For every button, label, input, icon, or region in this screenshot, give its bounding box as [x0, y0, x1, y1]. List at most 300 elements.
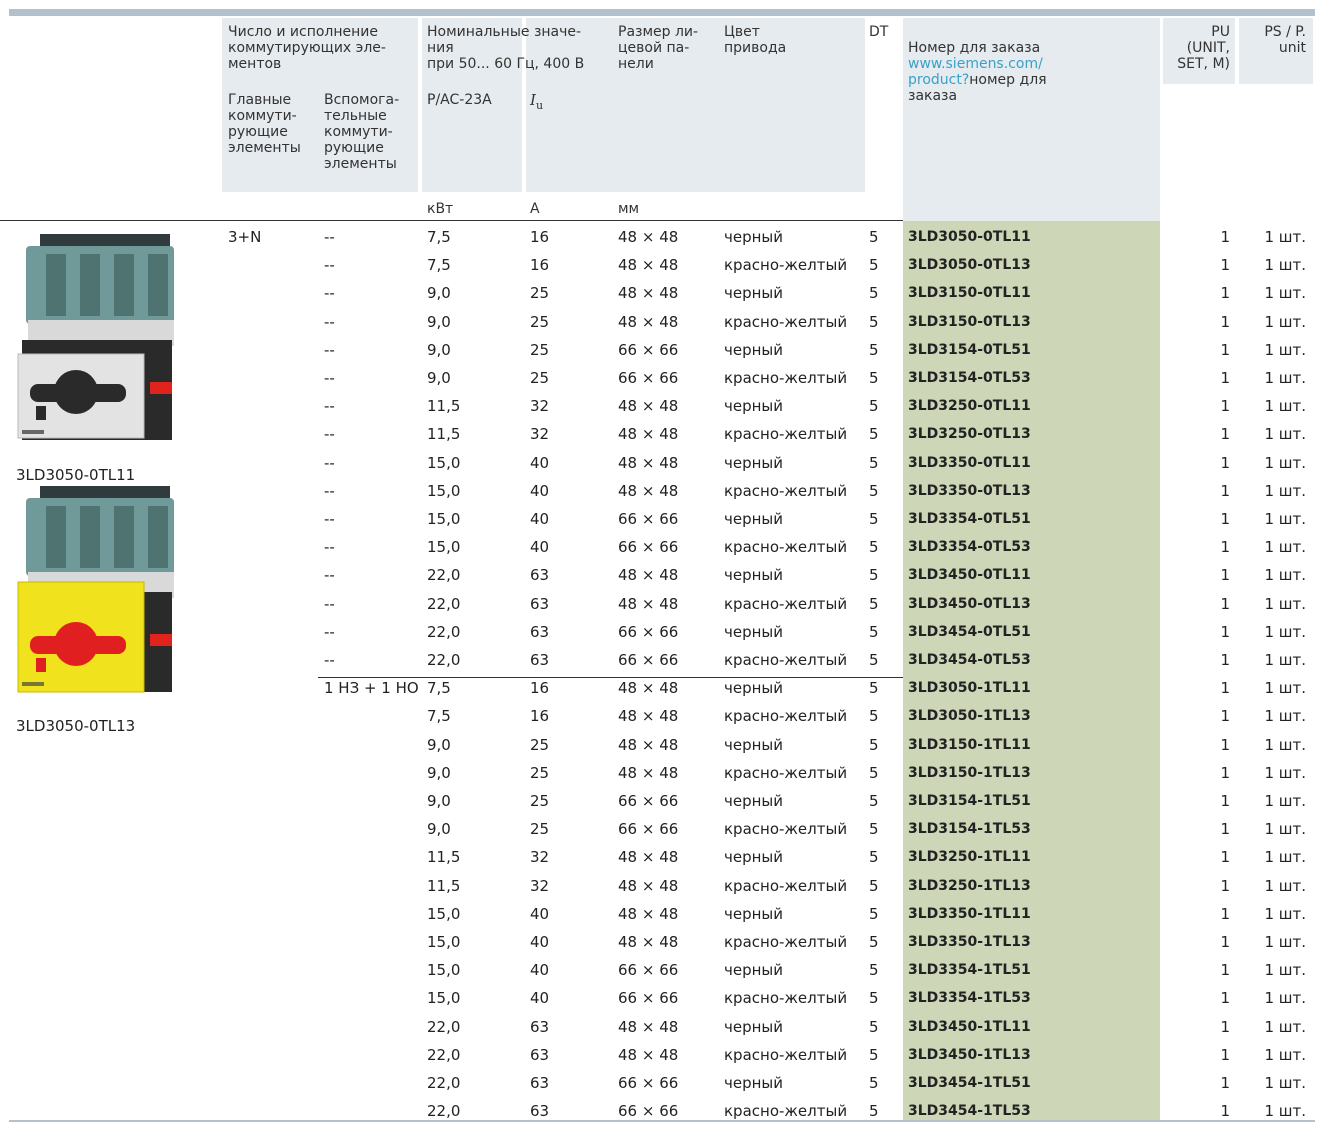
- ps-cell: 1 шт.: [1264, 313, 1306, 331]
- dt-cell: 5: [869, 425, 879, 443]
- panel-size-cell: 66 × 66: [618, 623, 679, 641]
- power-cell: 22,0: [427, 651, 461, 669]
- power-cell: 15,0: [427, 933, 461, 951]
- current-cell: 63: [530, 566, 550, 584]
- dt-cell: 5: [869, 482, 879, 500]
- pu-cell: 1: [1220, 989, 1230, 1007]
- current-cell: 63: [530, 623, 550, 641]
- panel-size-cell: 66 × 66: [618, 510, 679, 528]
- current-cell: 16: [530, 707, 550, 725]
- order-code-cell: 3LD3350-1TL13: [908, 934, 1031, 950]
- header-order-title: Номер для заказа: [908, 40, 1041, 56]
- product-image-black: [16, 232, 178, 442]
- panel-size-cell: 66 × 66: [618, 792, 679, 810]
- dt-cell: 5: [869, 538, 879, 556]
- dt-cell: 5: [869, 764, 879, 782]
- header-order-number: [908, 24, 1158, 104]
- power-cell: 11,5: [427, 397, 461, 415]
- dt-cell: 5: [869, 369, 879, 387]
- power-cell: 9,0: [427, 764, 451, 782]
- drive-color-cell: красно-желтый: [724, 482, 848, 500]
- product-label-1: 3LD3050-0TL11: [16, 466, 136, 484]
- ps-cell: 1 шт.: [1264, 341, 1306, 359]
- panel-size-cell: 48 × 48: [618, 1018, 679, 1036]
- ps-cell: 1 шт.: [1264, 877, 1306, 895]
- power-cell: 22,0: [427, 566, 461, 584]
- group-separator: [318, 677, 903, 678]
- ps-cell: 1 шт.: [1264, 397, 1306, 415]
- dt-cell: 5: [869, 256, 879, 274]
- pu-cell: 1: [1220, 877, 1230, 895]
- header-panel-size: Размер ли- цевой па- нели: [618, 24, 699, 72]
- order-code-cell: 3LD3250-0TL13: [908, 426, 1031, 442]
- panel-size-cell: 48 × 48: [618, 454, 679, 472]
- power-cell: 11,5: [427, 877, 461, 895]
- panel-size-cell: 66 × 66: [618, 1102, 679, 1120]
- order-code-cell: 3LD3250-1TL11: [908, 849, 1031, 865]
- pu-cell: 1: [1220, 933, 1230, 951]
- current-cell: 25: [530, 369, 550, 387]
- current-cell: 32: [530, 848, 550, 866]
- dt-cell: 5: [869, 313, 879, 331]
- ps-cell: 1 шт.: [1264, 1102, 1306, 1120]
- power-cell: 9,0: [427, 341, 451, 359]
- power-cell: 15,0: [427, 482, 461, 500]
- dt-cell: 5: [869, 736, 879, 754]
- order-code-cell: 3LD3454-0TL51: [908, 624, 1031, 640]
- panel-size-cell: 66 × 66: [618, 989, 679, 1007]
- drive-color-cell: черный: [724, 736, 784, 754]
- ps-cell: 1 шт.: [1264, 566, 1306, 584]
- panel-size-cell: 48 × 48: [618, 905, 679, 923]
- ps-cell: 1 шт.: [1264, 623, 1306, 641]
- aux-elements-cell: --: [324, 425, 335, 443]
- ps-cell: 1 шт.: [1264, 792, 1306, 810]
- order-code-cell: 3LD3354-1TL53: [908, 990, 1031, 1006]
- dt-cell: 5: [869, 820, 879, 838]
- panel-size-cell: 48 × 48: [618, 877, 679, 895]
- dt-cell: 5: [869, 1018, 879, 1036]
- pu-cell: 1: [1220, 764, 1230, 782]
- dt-cell: 5: [869, 454, 879, 472]
- drive-color-cell: черный: [724, 792, 784, 810]
- panel-size-cell: 48 × 48: [618, 1046, 679, 1064]
- dt-cell: 5: [869, 933, 879, 951]
- power-cell: 22,0: [427, 1018, 461, 1036]
- power-cell: 7,5: [427, 228, 451, 246]
- unit-current: A: [530, 201, 540, 217]
- power-cell: 15,0: [427, 989, 461, 1007]
- dt-cell: 5: [869, 848, 879, 866]
- pu-cell: 1: [1220, 1018, 1230, 1036]
- dt-cell: 5: [869, 566, 879, 584]
- pu-cell: 1: [1220, 961, 1230, 979]
- ps-cell: 1 шт.: [1264, 228, 1306, 246]
- panel-size-cell: 48 × 48: [618, 764, 679, 782]
- ps-cell: 1 шт.: [1264, 736, 1306, 754]
- pu-cell: 1: [1220, 538, 1230, 556]
- drive-color-cell: красно-желтый: [724, 538, 848, 556]
- drive-color-cell: красно-желтый: [724, 877, 848, 895]
- drive-color-cell: черный: [724, 341, 784, 359]
- ps-cell: 1 шт.: [1264, 933, 1306, 951]
- panel-size-cell: 48 × 48: [618, 397, 679, 415]
- top-rule: [9, 9, 1315, 16]
- pu-cell: 1: [1220, 1102, 1230, 1120]
- ps-cell: 1 шт.: [1264, 1046, 1306, 1064]
- panel-size-cell: 66 × 66: [618, 961, 679, 979]
- current-cell: 63: [530, 1018, 550, 1036]
- current-cell: 63: [530, 1102, 550, 1120]
- ps-cell: 1 шт.: [1264, 1074, 1306, 1092]
- header-aux-elements: Вспомога- тельные коммути- рующие элементы: [324, 92, 400, 172]
- drive-color-cell: красно-желтый: [724, 820, 848, 838]
- power-cell: 22,0: [427, 1102, 461, 1120]
- dt-cell: 5: [869, 510, 879, 528]
- order-code-cell: 3LD3154-0TL51: [908, 342, 1031, 358]
- power-cell: 9,0: [427, 736, 451, 754]
- drive-color-cell: черный: [724, 566, 784, 584]
- drive-color-cell: черный: [724, 1018, 784, 1036]
- current-cell: 63: [530, 1046, 550, 1064]
- power-cell: 9,0: [427, 369, 451, 387]
- order-code-cell: 3LD3350-0TL13: [908, 483, 1031, 499]
- power-cell: 9,0: [427, 820, 451, 838]
- drive-color-cell: черный: [724, 397, 784, 415]
- current-cell: 40: [530, 482, 550, 500]
- aux-elements-cell: --: [324, 284, 335, 302]
- dt-cell: 5: [869, 341, 879, 359]
- current-cell: 16: [530, 679, 550, 697]
- panel-size-cell: 66 × 66: [618, 538, 679, 556]
- ps-cell: 1 шт.: [1264, 961, 1306, 979]
- dt-cell: 5: [869, 989, 879, 1007]
- power-cell: 11,5: [427, 425, 461, 443]
- header-separator: [0, 220, 903, 221]
- power-cell: 15,0: [427, 454, 461, 472]
- aux-elements-cell: --: [324, 538, 335, 556]
- current-cell: 40: [530, 905, 550, 923]
- pu-cell: 1: [1220, 313, 1230, 331]
- aux-elements-cell: --: [324, 482, 335, 500]
- ps-cell: 1 шт.: [1264, 651, 1306, 669]
- ps-cell: 1 шт.: [1264, 482, 1306, 500]
- panel-size-cell: 48 × 48: [618, 256, 679, 274]
- panel-size-cell: 48 × 48: [618, 933, 679, 951]
- drive-color-cell: красно-желтый: [724, 369, 848, 387]
- header-main-elements: Главные коммути- рующие элементы: [228, 92, 301, 156]
- drive-color-cell: черный: [724, 905, 784, 923]
- order-code-cell: 3LD3154-0TL53: [908, 370, 1031, 386]
- header-order-rest-1: номер для: [969, 72, 1047, 88]
- panel-size-cell: 66 × 66: [618, 341, 679, 359]
- dt-cell: 5: [869, 397, 879, 415]
- header-drive-color: Цвет привода: [724, 24, 787, 56]
- current-cell: 32: [530, 397, 550, 415]
- product-label-2: 3LD3050-0TL13: [16, 717, 136, 735]
- panel-size-cell: 48 × 48: [618, 284, 679, 302]
- order-code-cell: 3LD3450-1TL13: [908, 1047, 1031, 1063]
- dt-cell: 5: [869, 792, 879, 810]
- current-cell: 40: [530, 538, 550, 556]
- panel-size-cell: 48 × 48: [618, 482, 679, 500]
- pu-cell: 1: [1220, 736, 1230, 754]
- order-code-cell: 3LD3354-1TL51: [908, 962, 1031, 978]
- ps-cell: 1 шт.: [1264, 595, 1306, 613]
- order-code-cell: 3LD3154-1TL51: [908, 793, 1031, 809]
- power-cell: 9,0: [427, 313, 451, 331]
- dt-cell: 5: [869, 651, 879, 669]
- pu-cell: 1: [1220, 397, 1230, 415]
- panel-size-cell: 48 × 48: [618, 425, 679, 443]
- pu-cell: 1: [1220, 284, 1230, 302]
- current-cell: 25: [530, 736, 550, 754]
- drive-color-cell: красно-желтый: [724, 595, 848, 613]
- power-cell: 22,0: [427, 1074, 461, 1092]
- drive-color-cell: черный: [724, 284, 784, 302]
- power-cell: 22,0: [427, 595, 461, 613]
- order-code-cell: 3LD3050-0TL11: [908, 229, 1031, 245]
- panel-size-cell: 66 × 66: [618, 369, 679, 387]
- drive-color-cell: красно-желтый: [724, 989, 848, 1007]
- dt-cell: 5: [869, 905, 879, 923]
- ps-cell: 1 шт.: [1264, 510, 1306, 528]
- panel-size-cell: 66 × 66: [618, 820, 679, 838]
- aux-elements-cell: --: [324, 510, 335, 528]
- power-cell: 7,5: [427, 256, 451, 274]
- dt-cell: 5: [869, 1102, 879, 1120]
- pu-cell: 1: [1220, 454, 1230, 472]
- ps-cell: 1 шт.: [1264, 454, 1306, 472]
- power-cell: 22,0: [427, 623, 461, 641]
- pu-cell: 1: [1220, 848, 1230, 866]
- pu-cell: 1: [1220, 256, 1230, 274]
- drive-color-cell: красно-желтый: [724, 764, 848, 782]
- ps-cell: 1 шт.: [1264, 369, 1306, 387]
- header-current-symbol: I: [530, 91, 536, 109]
- order-code-cell: 3LD3454-1TL53: [908, 1103, 1031, 1119]
- order-code-cell: 3LD3454-1TL51: [908, 1075, 1031, 1091]
- drive-color-cell: черный: [724, 228, 784, 246]
- drive-color-cell: красно-желтый: [724, 313, 848, 331]
- dt-cell: 5: [869, 623, 879, 641]
- aux-elements-cell: --: [324, 341, 335, 359]
- ps-cell: 1 шт.: [1264, 820, 1306, 838]
- ps-cell: 1 шт.: [1264, 989, 1306, 1007]
- aux-elements-cell: --: [324, 454, 335, 472]
- current-cell: 32: [530, 877, 550, 895]
- ps-cell: 1 шт.: [1264, 284, 1306, 302]
- order-code-cell: 3LD3450-0TL13: [908, 596, 1031, 612]
- panel-size-cell: 48 × 48: [618, 313, 679, 331]
- current-cell: 25: [530, 341, 550, 359]
- order-code-cell: 3LD3350-0TL11: [908, 455, 1031, 471]
- order-code-cell: 3LD3250-1TL13: [908, 878, 1031, 894]
- order-code-cell: 3LD3050-1TL11: [908, 680, 1031, 696]
- current-cell: 25: [530, 820, 550, 838]
- dt-cell: 5: [869, 877, 879, 895]
- aux-elements-cell: 1 НЗ + 1 НО: [324, 679, 419, 697]
- pu-cell: 1: [1220, 792, 1230, 810]
- ps-cell: 1 шт.: [1264, 679, 1306, 697]
- ps-cell: 1 шт.: [1264, 538, 1306, 556]
- unit-size: мм: [618, 201, 640, 217]
- drive-color-cell: черный: [724, 454, 784, 472]
- header-pu: PU (UNIT, SET, M): [1177, 24, 1230, 72]
- panel-size-cell: 48 × 48: [618, 707, 679, 725]
- power-cell: 15,0: [427, 510, 461, 528]
- current-cell: 16: [530, 256, 550, 274]
- order-code-cell: 3LD3150-0TL11: [908, 285, 1031, 301]
- pu-cell: 1: [1220, 595, 1230, 613]
- power-cell: 9,0: [427, 792, 451, 810]
- dt-cell: 5: [869, 961, 879, 979]
- header-ps: PS / P. unit: [1264, 24, 1306, 56]
- power-cell: 9,0: [427, 284, 451, 302]
- header-power: P/AC-23A: [427, 92, 492, 108]
- panel-size-cell: 48 × 48: [618, 228, 679, 246]
- current-cell: 40: [530, 989, 550, 1007]
- power-cell: 22,0: [427, 1046, 461, 1064]
- power-cell: 15,0: [427, 905, 461, 923]
- main-elements-cell: 3+N: [228, 228, 262, 246]
- pu-cell: 1: [1220, 369, 1230, 387]
- dt-cell: 5: [869, 284, 879, 302]
- dt-cell: 5: [869, 595, 879, 613]
- aux-elements-cell: --: [324, 228, 335, 246]
- current-cell: 25: [530, 792, 550, 810]
- aux-elements-cell: --: [324, 256, 335, 274]
- header-current: [530, 92, 543, 114]
- pu-cell: 1: [1220, 820, 1230, 838]
- panel-size-cell: 48 × 48: [618, 848, 679, 866]
- panel-size-cell: 48 × 48: [618, 736, 679, 754]
- drive-color-cell: черный: [724, 848, 784, 866]
- order-code-cell: 3LD3150-0TL13: [908, 314, 1031, 330]
- header-dt: DT: [869, 24, 889, 40]
- panel-size-cell: 66 × 66: [618, 651, 679, 669]
- pu-cell: 1: [1220, 905, 1230, 923]
- siemens-product-link[interactable]: www.siemens.com/ product?: [908, 56, 1043, 88]
- power-cell: 11,5: [427, 848, 461, 866]
- pu-cell: 1: [1220, 623, 1230, 641]
- header-current-subscript: u: [535, 99, 544, 112]
- order-code-cell: 3LD3350-1TL11: [908, 906, 1031, 922]
- dt-cell: 5: [869, 679, 879, 697]
- aux-elements-cell: --: [324, 595, 335, 613]
- aux-elements-cell: --: [324, 313, 335, 331]
- drive-color-cell: красно-желтый: [724, 1102, 848, 1120]
- aux-elements-cell: --: [324, 651, 335, 669]
- drive-color-cell: черный: [724, 510, 784, 528]
- ps-cell: 1 шт.: [1264, 425, 1306, 443]
- current-cell: 63: [530, 651, 550, 669]
- drive-color-cell: черный: [724, 1074, 784, 1092]
- aux-elements-cell: --: [324, 369, 335, 387]
- unit-power: кВт: [427, 201, 454, 217]
- header-rated-values: Номинальные значе- ния при 50... 60 Гц, 400 В: [427, 24, 585, 72]
- order-code-cell: 3LD3450-0TL11: [908, 567, 1031, 583]
- panel-size-cell: 66 × 66: [618, 1074, 679, 1092]
- power-cell: 7,5: [427, 707, 451, 725]
- pu-cell: 1: [1220, 707, 1230, 725]
- ps-cell: 1 шт.: [1264, 905, 1306, 923]
- order-code-cell: 3LD3250-0TL11: [908, 398, 1031, 414]
- pu-cell: 1: [1220, 651, 1230, 669]
- dt-cell: 5: [869, 1046, 879, 1064]
- current-cell: 40: [530, 961, 550, 979]
- ps-cell: 1 шт.: [1264, 707, 1306, 725]
- pu-cell: 1: [1220, 228, 1230, 246]
- order-code-cell: 3LD3354-0TL51: [908, 511, 1031, 527]
- pu-cell: 1: [1220, 1074, 1230, 1092]
- aux-elements-cell: --: [324, 397, 335, 415]
- current-cell: 63: [530, 595, 550, 613]
- power-cell: 7,5: [427, 679, 451, 697]
- order-code-cell: 3LD3150-1TL13: [908, 765, 1031, 781]
- current-cell: 25: [530, 284, 550, 302]
- order-code-cell: 3LD3050-1TL13: [908, 708, 1031, 724]
- current-cell: 40: [530, 933, 550, 951]
- dt-cell: 5: [869, 707, 879, 725]
- pu-cell: 1: [1220, 482, 1230, 500]
- pu-cell: 1: [1220, 425, 1230, 443]
- power-cell: 15,0: [427, 961, 461, 979]
- aux-elements-cell: --: [324, 566, 335, 584]
- order-code-cell: 3LD3354-0TL53: [908, 539, 1031, 555]
- pu-cell: 1: [1220, 341, 1230, 359]
- drive-color-cell: красно-желтый: [724, 933, 848, 951]
- ps-cell: 1 шт.: [1264, 256, 1306, 274]
- pu-cell: 1: [1220, 566, 1230, 584]
- current-cell: 40: [530, 454, 550, 472]
- drive-color-cell: красно-желтый: [724, 1046, 848, 1064]
- ps-cell: 1 шт.: [1264, 848, 1306, 866]
- order-code-cell: 3LD3050-0TL13: [908, 257, 1031, 273]
- aux-elements-cell: --: [324, 623, 335, 641]
- current-cell: 25: [530, 764, 550, 782]
- current-cell: 32: [530, 425, 550, 443]
- drive-color-cell: красно-желтый: [724, 651, 848, 669]
- order-code-cell: 3LD3154-1TL53: [908, 821, 1031, 837]
- drive-color-cell: красно-желтый: [724, 256, 848, 274]
- pu-cell: 1: [1220, 1046, 1230, 1064]
- drive-color-cell: черный: [724, 623, 784, 641]
- drive-color-cell: черный: [724, 679, 784, 697]
- order-code-cell: 3LD3450-1TL11: [908, 1019, 1031, 1035]
- order-code-cell: 3LD3150-1TL11: [908, 737, 1031, 753]
- product-image-red-yellow: [16, 484, 178, 694]
- header-elements: Число и исполнение коммутирующих эле- ментов: [228, 24, 386, 72]
- current-cell: 25: [530, 313, 550, 331]
- current-cell: 40: [530, 510, 550, 528]
- dt-cell: 5: [869, 228, 879, 246]
- drive-color-cell: красно-желтый: [724, 425, 848, 443]
- current-cell: 16: [530, 228, 550, 246]
- panel-size-cell: 48 × 48: [618, 566, 679, 584]
- pu-cell: 1: [1220, 510, 1230, 528]
- drive-color-cell: черный: [724, 961, 784, 979]
- header-order-rest-2: заказа: [908, 88, 958, 104]
- pu-cell: 1: [1220, 679, 1230, 697]
- ps-cell: 1 шт.: [1264, 1018, 1306, 1036]
- panel-size-cell: 48 × 48: [618, 679, 679, 697]
- dt-cell: 5: [869, 1074, 879, 1092]
- power-cell: 15,0: [427, 538, 461, 556]
- current-cell: 63: [530, 1074, 550, 1092]
- order-code-cell: 3LD3454-0TL53: [908, 652, 1031, 668]
- panel-size-cell: 48 × 48: [618, 595, 679, 613]
